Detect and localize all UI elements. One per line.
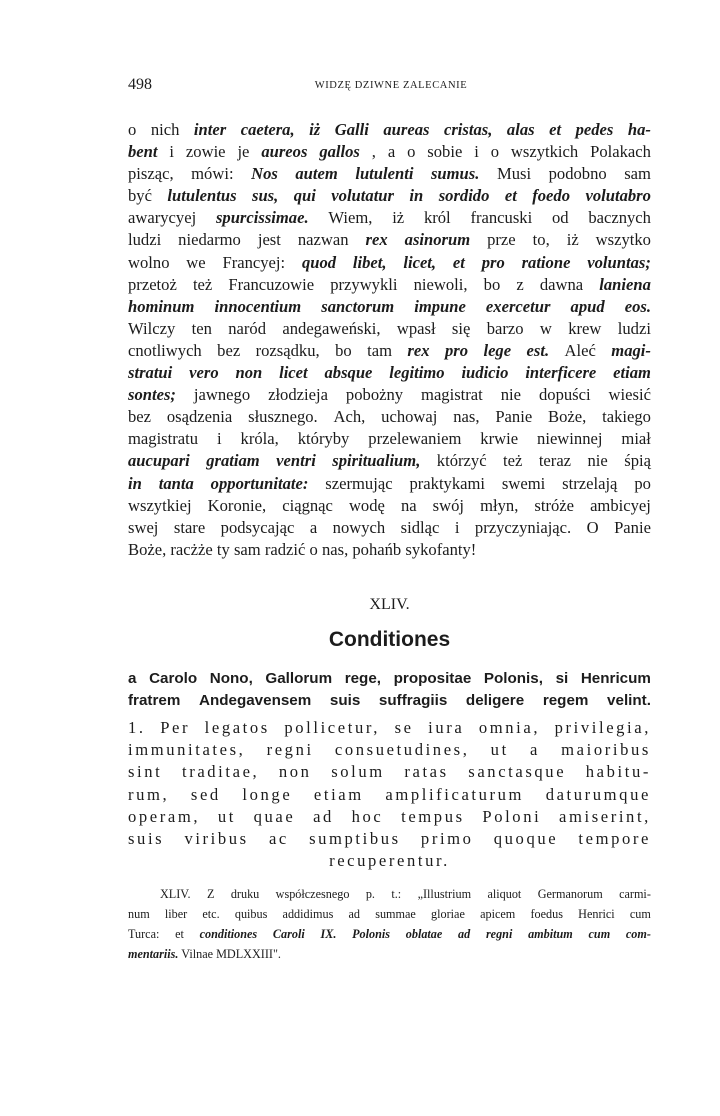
article-line: recuperentur. bbox=[329, 851, 450, 871]
body-text bbox=[128, 119, 651, 561]
chapter-number: XLIV. bbox=[369, 596, 410, 613]
body-line: in tanta opportunitate: szermując praktykami swemi strzelają po bbox=[128, 473, 651, 493]
body-line: stratui vero non licet absque legitimo iudicio interficere etiam bbox=[128, 363, 651, 383]
article-line: sint traditae, non solum ratas sanctasque habitu- bbox=[128, 762, 651, 782]
body-line: Boże, racżże ty sam radzić o nas, pohańb sykofanty! bbox=[128, 539, 477, 559]
page-number: 498 bbox=[128, 76, 152, 93]
article-line: operam, ut quae ad hoc tempus Poloni amiserint, bbox=[128, 806, 651, 826]
article-line: 1. Per legatos pollicetur, se iura omnia, privilegia, bbox=[128, 718, 651, 737]
chapter-subtitle bbox=[128, 668, 651, 712]
article-line: rum, sed longe etiam amplificaturum daturumque bbox=[128, 784, 651, 804]
subtitle-line: a Carolo Nono, Gallorum rege, propositae Polonis, si Henricum bbox=[128, 670, 651, 687]
body-line: magistratu i króla, któryby przelewaniem krwie niewinnej miał bbox=[128, 429, 651, 449]
body-line: ludzi niedarmo jest nazwan rex asinorum prze to, iż wszytko bbox=[128, 230, 651, 250]
chapter-title: Conditiones bbox=[328, 628, 451, 651]
body-line: swej stare podsycając a nowych sidląc i przyczyniając. O Panie bbox=[128, 517, 651, 537]
footnote-line: Turca: et conditiones Caroli IX. Polonis oblatae ad regni ambitum cum com- bbox=[128, 927, 651, 941]
article-line: immunitates, regni consuetudines, ut a maioribus bbox=[128, 740, 651, 760]
footnote-line: mentariis. Vilnae MDLXXIII". bbox=[128, 947, 281, 961]
body-line: przetoż też Francuzowie przywykli niewoli, bo z dawna laniena bbox=[128, 274, 651, 294]
body-line: Wilczy ten naród andegaweński, wpasł się barzo w krew ludzi bbox=[128, 318, 651, 338]
subtitle-line: fratrem Andegavensem suis suffragiis deligere regem velint. bbox=[128, 692, 651, 709]
body-line: być lutulentus sus, qui volutatur in sordido et foedo volutabro bbox=[128, 186, 651, 206]
article-text bbox=[128, 717, 651, 872]
body-line: wszytkiej Koronie, ciągnąc wodę na swój młyn, stróże ambicyej bbox=[128, 495, 651, 515]
body-line: sontes; jawnego złodzieja pobożny magistrat nie dopuści wiesić bbox=[128, 385, 651, 405]
body-line: bez osądzenia słusznego. Ach, uchowaj nas, Panie Boże, takiego bbox=[128, 407, 651, 427]
page-header bbox=[128, 76, 654, 98]
article-line: suis viribus ac sumptibus primo quoque tempore bbox=[128, 829, 651, 849]
body-line: wolno we Francyej: quod libet, licet, et pro ratione voluntas; bbox=[128, 252, 651, 272]
running-head: WIDZĘ DZIWNE ZALECANIE bbox=[314, 80, 468, 91]
body-line: pisząc, mówi: Nos autem lutulenti sumus. Musi podobno sam bbox=[128, 164, 651, 184]
body-line: aucupari gratiam ventri spiritualium, którzyć też teraz nie śpią bbox=[128, 451, 651, 471]
body-line: cnotliwych bez rozsądku, bo tam rex pro lege est. Aleć magi- bbox=[128, 340, 651, 360]
body-line: o nich inter caetera, iż Galli aureas cristas, alas et pedes ha- bbox=[128, 120, 651, 139]
body-line: bent i zowie je aureos gallos , a o sobie i o wszytkich Polakach bbox=[128, 142, 651, 162]
body-line: hominum innocentium sanctorum impune exercetur apud eos. bbox=[128, 296, 651, 316]
footnote-line: XLIV. Z druku współczesnego p. t.: „Illustrium aliquot Germanorum carmi- bbox=[160, 887, 651, 901]
footnote bbox=[128, 884, 651, 964]
body-line: awarycyej spurcissimae. Wiem, iż król francuski od bacznych bbox=[128, 208, 651, 228]
footnote-line: num liber etc. quibus addidimus ad summae gloriae apicem foedus Henrici cum bbox=[128, 907, 651, 921]
